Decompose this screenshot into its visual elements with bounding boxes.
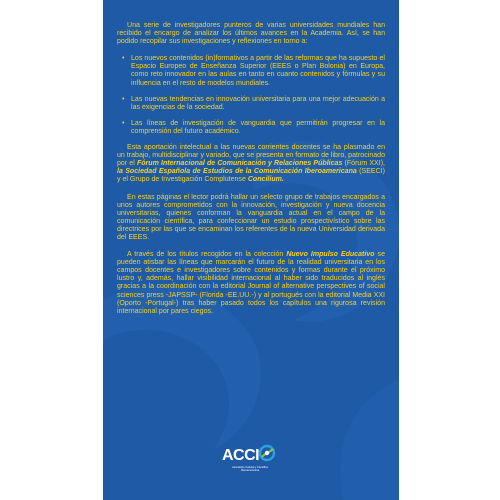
sponsors-paragraph (117, 144, 385, 184)
collection-text-1: A través de los títulos recogidos en la colección (127, 251, 287, 259)
back-cover (103, 0, 399, 500)
authors-paragraph: En estas páginas el lector podrá hallar un selecto grupo de trabajos encargados a unos autores comprometidos con la innovación, investigación y nueva docencia universitarias, quienes conforman la vanguardia actual en el campo de la comunicación científica, para confeccionar un estudio prospectivístico sobre las directrices por las que se encaminan los referentes de la nueva Universidad derivada del EEES. (117, 193, 385, 241)
sponsor-forum: Fórum Internacional de Comunicación y Relaciones Públicas (136, 160, 343, 168)
sponsors-text-1: Esta aportación intelectual a las nuevas corrientes docentes se ha plasmado en un trabajo, multidisciplinar y variado, que se presenta en formato de libro, patrocinado por el (117, 144, 385, 168)
sponsor-seeci: la Sociedad Española de Estudios de la Comunicación Iberoamericana (117, 168, 357, 176)
intro-paragraph: Una serie de investigadores punteros de varias universidades mundiales han recibido el encargo de analizar los últimos avances en la Academia. Así, se han podido recopilar sus investigaciones y reflexiones en torno a: (117, 22, 385, 46)
topics-list (117, 55, 385, 136)
collection-text-2: se pueden atisbar las líneas que marcarán el futuro de la realidad universitaria en los campos docentes e investigadores sobre contenidos y formas durante el próximo lustro y, además, hallar visibilidad internacional al haber sido traducidos al inglés gracias a la coordinación con la editorial Journal of alternative perspectives of social sciences press -JAPSSP- (Florida -EE.UU.-) y al portugués con la editorial Media XXI (Oporto -Portugal-) tras haber pasado todos los capítulos una rigurosa revisión internacional por pares ciegos. (117, 251, 385, 315)
acci-logo (222, 447, 276, 487)
collection-name: Nuevo Impulso Educativo (286, 251, 375, 259)
sponsors-text-3: (SEECI) y el Grupo de Investigación Complutense (117, 168, 385, 184)
back-cover-text (117, 22, 385, 325)
logo-name: ACCI (222, 447, 260, 464)
collection-paragraph (117, 251, 385, 316)
list-item: • Los nuevos contenidos (in)formativos a partir de las reformas que ha supuesto el Espacio Europeo de Enseñanza Superior (EEES o Plan Bolonia) en Europa, como reto innovador en las aulas en tanto en cuanto contenidos y fórmulas y su influencia en el resto de modelos mundiales. (117, 55, 385, 87)
sponsors-text-2: (Fórum XXI), (342, 160, 385, 168)
list-item: • Las líneas de investigación de vanguardia que permitirán progresar en la comprensión del futuro académico. (117, 120, 385, 136)
logo-swirl-icon (258, 444, 276, 462)
logo-subtitle: Asociación Cultural y Científica Iberoamericana (232, 466, 268, 472)
list-item: • Las nuevas tendencias en innovación universitaria para una mejor adecuación a las exigencias de la sociedad. (117, 96, 385, 112)
sponsor-concilium: Concilium. (247, 176, 284, 184)
